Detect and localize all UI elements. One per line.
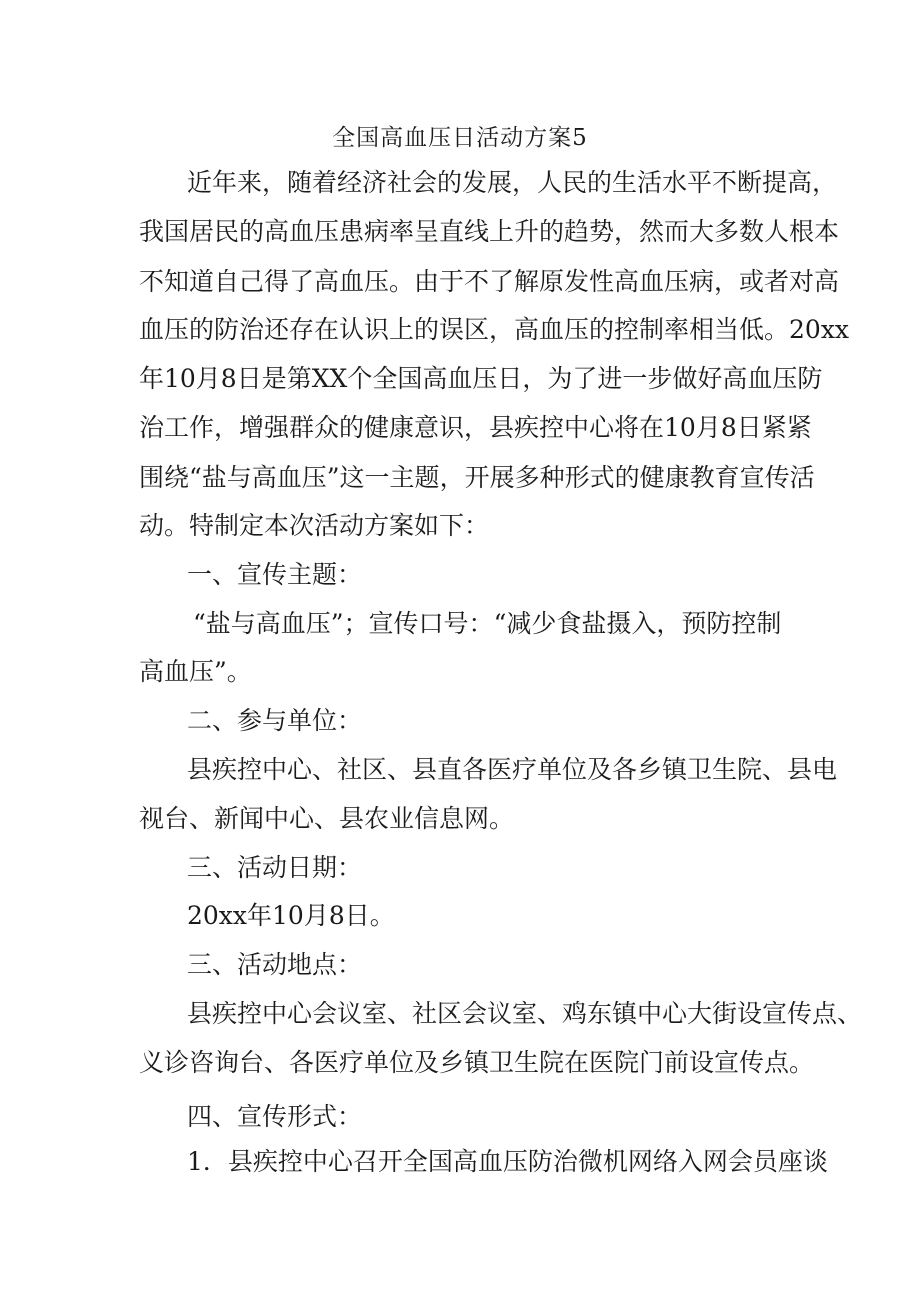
paragraph-line: 20xx年10月8日。 bbox=[187, 901, 395, 930]
paragraph-line: 动。特制定本次活动方案如下： bbox=[139, 511, 490, 540]
paragraph-line: 年10月8日是第XX个全国高血压日，为了进一步做好高血压防 bbox=[139, 364, 823, 393]
paragraph-line: 血压的防治还存在认识上的误区，高血压的控制率相当低。20xx bbox=[139, 315, 850, 344]
paragraph-line: 视台、新闻中心、县农业信息网。 bbox=[139, 804, 515, 833]
paragraph-line: 围绕“盐与高血压”这一主题，开展多种形式的健康教育宣传活 bbox=[139, 463, 815, 492]
section-heading: 一、宣传主题： bbox=[187, 560, 363, 589]
paragraph-line: 义诊咨询台、各医疗单位及乡镇卫生院在医院门前设宣传点。 bbox=[139, 1048, 815, 1077]
section-heading: 三、活动地点： bbox=[187, 950, 363, 979]
paragraph-line: 高血压”。 bbox=[139, 657, 252, 686]
paragraph-line: 我国居民的高血压患病率呈直线上升的趋势，然而大多数人根本 bbox=[139, 217, 840, 246]
list-item: 1．县疾控中心召开全国高血压防治微机网络入网会员座谈 bbox=[187, 1147, 828, 1176]
paragraph-line: 治工作，增强群众的健康意识，县疾控中心将在10月8日紧紧 bbox=[139, 413, 812, 442]
section-heading: 四、宣传形式： bbox=[187, 1102, 363, 1131]
paragraph-line: “盐与高血压”；宣传口号：“减少食盐摄入，预防控制 bbox=[193, 609, 782, 638]
paragraph-line: 县疾控中心会议室、社区会议室、鸡东镇中心大街设宣传点、 bbox=[187, 999, 863, 1028]
document-title: 全国高血压日活动方案5 bbox=[332, 125, 588, 151]
section-heading: 二、参与单位： bbox=[187, 706, 363, 735]
paragraph-line: 县疾控中心、社区、县直各医疗单位及各乡镇卫生院、县电 bbox=[187, 755, 838, 784]
paragraph-line: 不知道自己得了高血压。由于不了解原发性高血压病，或者对高 bbox=[139, 267, 840, 296]
paragraph-line: 近年来，随着经济社会的发展，人民的生活水平不断提高， bbox=[187, 168, 838, 197]
section-heading: 三、活动日期： bbox=[187, 853, 363, 882]
